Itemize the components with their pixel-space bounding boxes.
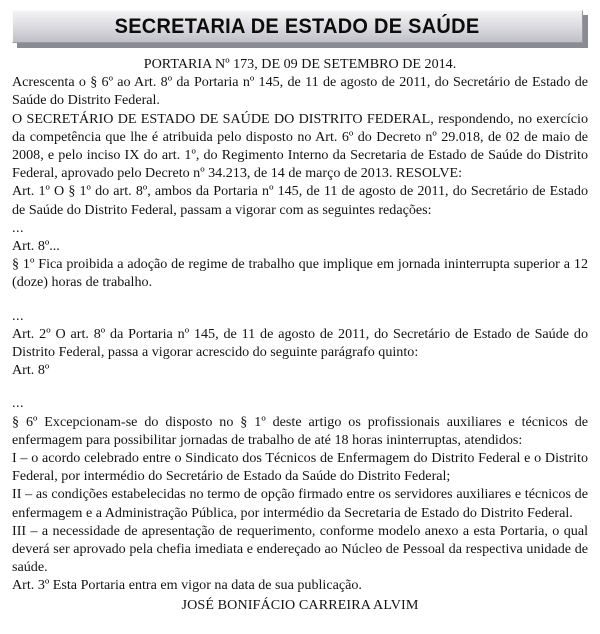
banner-title: SECRETARIA DE ESTADO DE SAÚDE xyxy=(115,14,480,38)
section-spacer-2 xyxy=(12,379,588,394)
portaria-title: PORTARIA Nº 173, DE 09 DE SETEMBRO DE 2014. xyxy=(143,56,457,72)
section-spacer-1 xyxy=(12,292,588,307)
article-2-paragraph: Art. 2º O art. 8º da Portaria nº 145, de 11 de agosto de 2011, do Secretário de Estado de Saúde do Distrito Federal, passa a vigorar acrescido do seguinte parágrafo quinto: xyxy=(12,325,588,361)
item-iii: III – a necessidade de apresentação de requerimento, conforme modelo anexo a esta Portaria, o qual deverá ser aprovado pela chefia imediata e endereçado ao Núcleo de Pessoal da respectiva unidade de saúde. xyxy=(12,522,588,576)
item-i: I – o acordo celebrado entre o Sindicato dos Técnicos de Enfermagem do Distrito Federal e o Distrito Federal, por intermédio do Secretário de Estado da Saúde do Distrito Federal; xyxy=(12,450,588,485)
paragraph-1-text: § 1º Fica proibida a adoção de regime de trabalho que implique em jornada ininterrupta superior a 12 (doze) horas de trabalho. xyxy=(12,256,588,291)
article-3-paragraph: Art. 3º Esta Portaria entra em vigor na data de sua publicação. xyxy=(12,577,362,594)
art8-reference-2: Art. 8º xyxy=(12,362,50,379)
ementa-paragraph: Acrescenta o § 6º ao Art. 8º da Portaria nº 145, de 11 de agosto de 2011, do Secretário de Estado de Saúde do Distrito Federal. xyxy=(12,74,588,109)
header-banner xyxy=(12,10,588,46)
article-1-paragraph: Art. 1º O § 1º do art. 8º, ambos da Portaria nº 145, de 11 de agosto de 2011, do Secretário de Estado de Saúde do Distrito Federal, passam a vigorar com as seguintes redações: xyxy=(12,183,588,218)
ellipsis-marker-1: ... xyxy=(12,219,25,236)
ellipsis-marker-3: ... xyxy=(12,395,25,412)
preamble-paragraph: O SECRETÁRIO DE ESTADO DE SAÚDE DO DISTRITO FEDERAL, respondendo, no exercício da competência que lhe é atribuida pelo disposto no Art. 6º do Decreto nº 29.018, de 02 de maio de 2008, e pelo inciso IX do art. 1º, do Regimento Interno da Secretaria de Estado de Saúde do Distrito Federal, aprovado pelo Decreto nº 34.213, de 14 de março de 2013. RESOLVE: xyxy=(12,110,588,182)
art8-reference-1: Art. 8º... xyxy=(12,238,60,255)
document-body xyxy=(12,46,588,614)
paragraph-6-text: § 6º Excepcionam-se do disposto no § 1º deste artigo os profissionais auxiliares e técnicos de enfermagem para possibilitar jornadas de trabalho de até 18 horas ininterruptas, atendidos: xyxy=(12,413,588,448)
ellipsis-marker-2: ... xyxy=(12,307,25,324)
item-ii: II – as condições estabelecidas no termo de opção firmado entre os servidores auxiliares e técnicos de enfermagem e a Administração Pública, por intermédio da Secretaria de Estado do Distrito Federal. xyxy=(12,486,588,521)
banner-plate xyxy=(12,10,583,43)
signature-name: JOSÉ BONIFÁCIO CARREIRA ALVIM xyxy=(181,596,419,613)
